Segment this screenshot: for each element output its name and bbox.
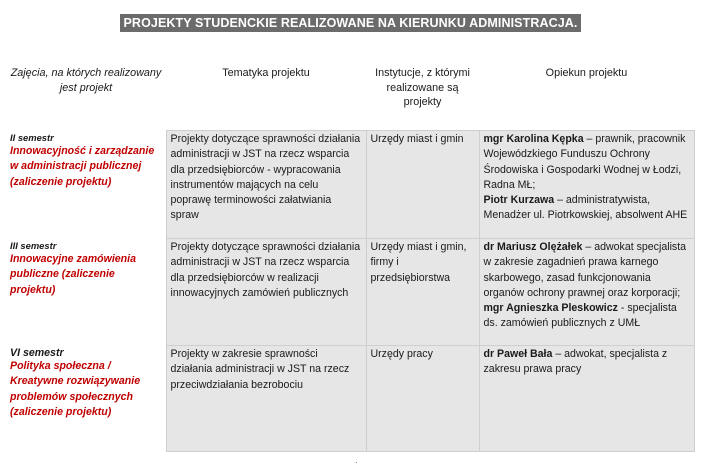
supervisor-desc: – administratywista, Menadżer ul. Piotrkowskiej, absolwent AHE (483, 194, 688, 222)
semester-label: II semestr (10, 131, 54, 143)
header-row (6, 62, 694, 131)
header-supervisor: Opiekun projektu (545, 67, 628, 79)
table-row (6, 131, 694, 239)
supervisor-name: dr Paweł Bała (483, 348, 553, 360)
supervisor-cell (479, 346, 694, 452)
semester-label: III semestr (10, 239, 57, 251)
title-area (0, 14, 701, 32)
course-name: Innowacyjne zamówienia publiczne (zaliczenie projektu) (10, 252, 136, 296)
page-marker: · (355, 458, 358, 467)
table-row (6, 239, 694, 346)
supervisor-cell (479, 239, 694, 346)
institutions-cell: Urzędy miast i gmin (366, 131, 479, 239)
course-cell (6, 346, 166, 452)
supervisor-cell (479, 131, 694, 239)
page-title: PROJEKTY STUDENCKIE REALIZOWANE NA KIERUNKU ADMINISTRACJA. (120, 14, 582, 32)
course-name: Polityka społeczna / Kreatywne rozwiązywanie problemów społecznych (zaliczenie projektu) (10, 359, 141, 419)
topic-cell: Projekty dotyczące sprawności działania administracji w JST na rzecz wsparcia dla przedsiębiorców - wypracowania instrumentów mających na celu poprawę terminowości załatwiania spraw (166, 131, 366, 239)
header-course: Zajęcia, na których realizowany jest projekt (10, 67, 162, 94)
supervisor-desc: – adwokat, specjalista z zakresu prawa pracy (483, 348, 668, 376)
supervisor-desc: – adwokat specjalista w zakresie zagadnień prawa karnego skarbowego, zasad funkcjonowania organów ochrony prawnej oraz korporacji; (483, 241, 687, 299)
supervisor-desc: – prawnik, pracownik Wojewódzkiego Funduszu Ochrony Środowiska i Gospodarki Wodnej w Łodzi, Radna MŁ; (483, 133, 686, 191)
topic-cell: Projekty w zakresie sprawności działania administracji w JST na rzecz przeciwdziałania bezrobociu (166, 346, 366, 452)
supervisor-name: dr Mariusz Olężałek (483, 241, 583, 253)
supervisor-name: mgr Karolina Kępka (483, 133, 584, 145)
course-name: Innowacyjność i zarządzanie w administracji publicznej (zaliczenie projektu) (10, 144, 155, 188)
table-row (6, 346, 694, 452)
supervisor-name: mgr Agnieszka Pleskowicz (483, 302, 618, 315)
course-cell (6, 131, 166, 239)
institutions-cell: Urzędy pracy (366, 346, 479, 452)
projects-table (6, 62, 695, 452)
supervisor-desc: - specjalista ds. zamówień publicznych z UMŁ (483, 302, 677, 330)
header-topic: Tematyka projektu (222, 67, 310, 79)
header-institutions: Instytucje, z którymi realizowane są projekty (375, 67, 470, 108)
course-cell (6, 239, 166, 346)
semester-label: VI semestr (10, 346, 64, 359)
supervisor-name: Piotr Kurzawa (483, 194, 555, 207)
institutions-cell: Urzędy miast i gmin, firmy i przedsiębiorstwa (366, 239, 479, 346)
topic-cell: Projekty dotyczące sprawności działania administracji w JST na rzecz wsparcia dla przedsiębiorców w realizacji innowacyjnych zamówień publicznych (166, 239, 366, 346)
